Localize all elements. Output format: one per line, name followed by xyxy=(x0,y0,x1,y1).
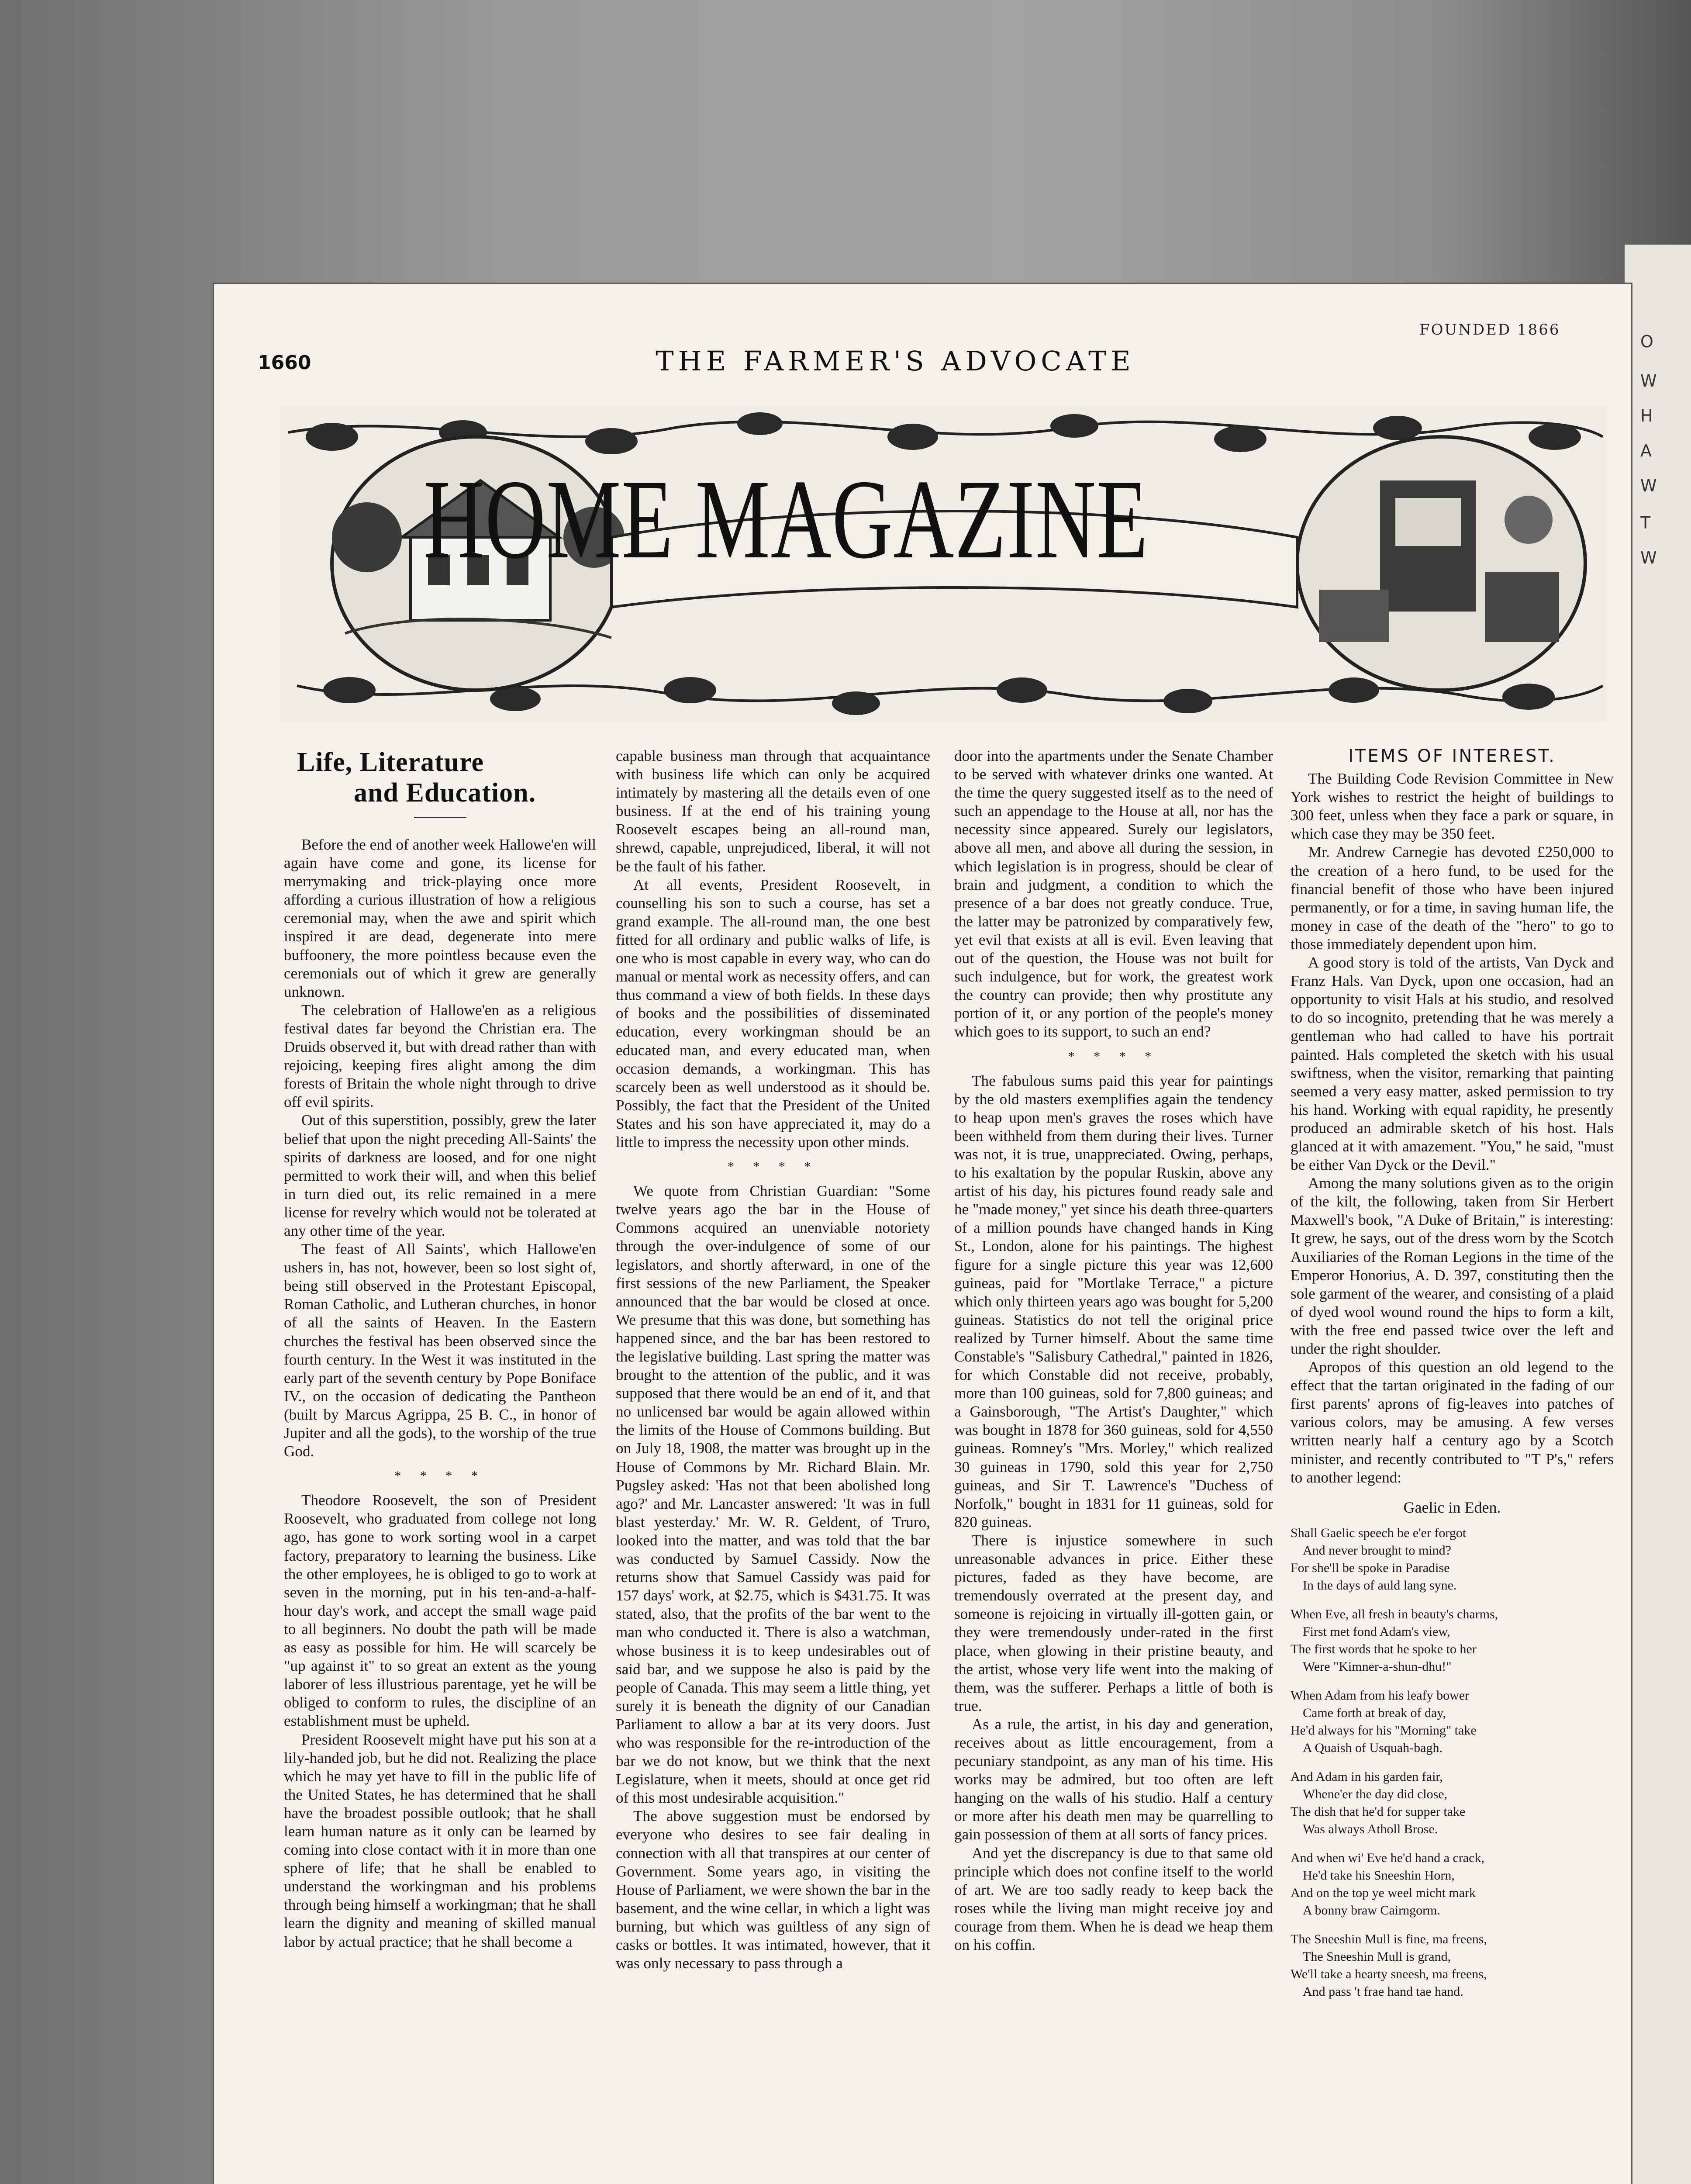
poem-line: When Eve, all fresh in beauty's charms, xyxy=(1291,1607,1498,1621)
column-1 xyxy=(284,747,596,1951)
paragraph: Among the many solutions given as to the origin of the kilt, the following, taken from Sir Herbert Maxwell's book, "A Duke of Britain," is interesting: It grew, he says, out of the dress worn by the Scotch Auxiliaries of the Roman Legions in the time of the Emperor Honorius, A. D. 397, constituting then the sole garment of the wearer, and consisting of a plaid of dyed wool wound round the hips to form a kilt, with the free end passed twice over the left and under the right shoulder. xyxy=(1291,1175,1614,1357)
edge-letter: H xyxy=(1640,406,1653,425)
paragraph: And yet the discrepancy is due to that same old principle which does not confine itself to the world of art. We are too sadly ready to keep back the roses while the living man might receive joy and courage from them. When he is dead we heap them on his coffin. xyxy=(954,1844,1273,1953)
section-divider: * * * * xyxy=(727,1159,819,1174)
paragraph: President Roosevelt might have put his son at a lily-handed job, but he did not. Realizing the place which he may yet have to fill in the public life of the United States, he has determined that he shall have the broadest possible outlook; that he shall learn human nature as it only can be learned by coming into close contact with it in more than one sphere of life; that he shall be enabled to understand the workingman and his problems through being himself a workingman; that he shall learn the dignity and meaning of skilled manual labor by actual practice; that he shall become a xyxy=(284,1731,596,1950)
poem-line: He'd always for his "Morning" take xyxy=(1291,1723,1477,1738)
edge-letter: W xyxy=(1640,548,1657,567)
heading-rule xyxy=(414,817,466,818)
edge-letter: W xyxy=(1640,371,1657,390)
right-vignette-interior xyxy=(1297,437,1585,690)
paragraph: The celebration of Hallowe'en as a religious festival dates far beyond the Christian era. The Druids observed it, but with dread rather than with rejoicing, keeping fires alight among the dim forests of Britain the whole night through to drive off evil spirits. xyxy=(284,1001,596,1111)
paragraph: Mr. Andrew Carnegie has devoted £250,000 to the creation of a hero fund, to be used for the financial benefit of those who have been injured permanently, or for a time, in saving human life, the money in case of the death of the "hero" to go to those immediately dependent upon him. xyxy=(1291,843,1614,953)
paragraph: Theodore Roosevelt, the son of President Roosevelt, who graduated from college not long ago, has gone to work sorting wool in a carpet factory, preparatory to learning the business. Like the other employees, he is obliged to go to work at seven in the morning, put in his ten-and-a-half-hour day's work, and accept the small wage paid to all beginners. No doubt the path will be made as easy as possible for him. He will scarcely be "up against it" to so great an extent as the young laborer of less illustrious parentage, yet he will be obliged to conform to rules, the discipline of an establishment must be upheld. xyxy=(284,1492,596,1730)
paragraph: The feast of All Saints', which Hallowe'en ushers in, has not, however, been so lost sight of, being still observed in the Protestant Episcopal, Roman Catholic, and Lutheran churches, in honor of all the saints of Heaven. In the Eastern churches the festival has been observed since the fourth century. In the West it was instituted in the early part of the seventh century by Pope Boniface IV., on the occasion of dedicating the Pantheon (built by Marcus Agrippa, 25 B. C., in honor of Jupiter and all the gods), to the worship of the true God. xyxy=(284,1241,596,1460)
paragraph: Before the end of another week Hallowe'en will again have come and gone, its license for merrymaking and trick-playing once more affording a curious illustration of how a religious ceremonial may, when the awe and spirit which inspired it are dead, degenerate into mere buffoonery, the more pointless because even the ceremonials out of which it grew are generally unknown. xyxy=(284,836,596,1000)
poem-line: And pass 't frae hand tae hand. xyxy=(1303,1984,1463,1999)
poem-stanza xyxy=(1291,1606,1614,1676)
poem-stanza xyxy=(1291,1931,1614,2001)
paragraph: The Building Code Revision Committee in New York wishes to restrict the height of buildings to 300 feet, unless when they face a park or square, in which case they may be 350 feet. xyxy=(1291,770,1614,843)
paragraph: At all events, President Roosevelt, in counselling his son to such a course, has set a grand example. The all-round man, the one best fitted for all ordinary and public walks of life, is one who is most capable in every way, who can do manual or mental work as necessity offers, and can thus command a view of both fields. In these days of books and the possibilities of disseminated education, every workingman should be an educated man, and every educated man, when occasion demands, a workingman. This has scarcely been as well understood as it should be. Possibly, the fact that the President of the United States and his son have appreciated it, may do a little to impress the necessity upon other minds. xyxy=(616,876,930,1151)
poem-line: Came forth at break of day, xyxy=(1303,1705,1446,1720)
edge-letter: A xyxy=(1640,441,1652,460)
poem-line: First met fond Adam's view, xyxy=(1303,1624,1450,1639)
running-head: THE FARMER'S ADVOCATE xyxy=(656,345,1135,377)
page-number: 1660 xyxy=(258,352,311,374)
paragraph: The above suggestion must be endorsed by everyone who desires to see fair dealing in connection with all that transpires at our center of Government. Some years ago, in visiting the House of Parliament, we were shown the bar in the basement, and the wine cellar, in which a light was burning, but which was guiltless of any sign of casks or bottles. It was intimated, however, that it was only necessary to pass through a xyxy=(616,1807,930,1972)
poem-line: A bonny braw Cairngorm. xyxy=(1303,1903,1440,1918)
poem-stanza xyxy=(1291,1768,1614,1838)
poem-line: We'll take a hearty sneesh, ma freens, xyxy=(1291,1966,1487,1981)
poem-line: The Sneeshin Mull is fine, ma freens, xyxy=(1291,1932,1487,1946)
paragraph: capable business man through that acquaintance with business life which can only be acquired intimately by mastering all the details even of one business. If at the end of his training young Roosevelt escapes being an all-round man, shrewd, capable, unprejudiced, liberal, it will not be the fault of his father. xyxy=(616,747,930,875)
poem-line: And when wi' Eve he'd hand a crack, xyxy=(1291,1850,1484,1865)
column-4 xyxy=(1291,747,1614,2012)
poem-line: And on the top ye weel micht mark xyxy=(1291,1885,1476,1900)
poem-stanza xyxy=(1291,1524,1614,1594)
edge-letter: T xyxy=(1640,513,1651,532)
poem-line: For she'll be spoke in Paradise xyxy=(1291,1560,1450,1575)
poem-line: In the days of auld lang syne. xyxy=(1303,1578,1457,1593)
column-2 xyxy=(616,747,930,1973)
poem-stanza xyxy=(1291,1687,1614,1757)
section-divider: * * * * xyxy=(394,1469,486,1483)
paragraph: There is injustice somewhere in such unreasonable advances in price. Either these pictures, faded as they have become, are tremendously overrated at the present day, and someone is rejoicing in virtually ill-gotten gain, or they were tremendously under-rated in the first place, when glowing in their pristine beauty, and the artist, whose very life went into the making of them, was the sufferer. Perhaps a little of both is true. xyxy=(954,1531,1273,1714)
paragraph: door into the apartments under the Senate Chamber to be served with whatever drinks one wanted. At the time the query suggested itself as to the need of such an appendage to the House at all, nor has the necessity since appeared. Surely our legislators, above all men, and above all during the session, in which legislation is in progress, should be clear of brain and judgment, a condition to which the presence of a bar does not greatly conduce. True, the latter may be patronized by comparatively few, yet evil that exists at all is evil. Even leaving that out of the question, the House was not built for such indulgence, but for work, the greatest work the country can provide; then why prostitute any portion of it, or any portion of the people's money which goes to its support, to such an end? xyxy=(954,747,1273,1040)
poem-line: When Adam from his leafy bower xyxy=(1291,1688,1470,1703)
poem-title: Gaelic in Eden. xyxy=(1403,1498,1501,1516)
paragraph: Out of this superstition, possibly, grew the later belief that upon the night preceding All-Saints' the spirits of darkness are loosed, and for one night permitted to work their will, and when this belief in turn died out, its relic remained in a mere license for revelry which would not be tolerated at any other time of the year. xyxy=(284,1112,596,1239)
paragraph: A good story is told of the artists, Van Dyck and Franz Hals. Van Dyck, upon one occasion, had an opportunity to visit Hals at his studio, and resolved to do so incognito, pretending that he was merely a gentleman who had called to have his portrait painted. Hals completed the sketch with his usual swiftness, when the visitor, remarking that painting seemed a very easy matter, asked permission to try his hand. Working with equal rapidity, he presently produced an admirable sketch of his host. Hals glanced at it with amazement. "You," he said, "must be either Van Dyck or the Devil." xyxy=(1291,954,1614,1174)
founded-label: FOUNDED 1866 xyxy=(1419,321,1560,339)
poem-stanza xyxy=(1291,1849,1614,1919)
poem-line: He'd take his Sneeshin Horn, xyxy=(1303,1868,1455,1883)
poem-line: The Sneeshin Mull is grand, xyxy=(1303,1949,1451,1964)
edge-letter: W xyxy=(1640,476,1657,495)
adjacent-page-edge xyxy=(1625,245,1691,2184)
edge-letter: O xyxy=(1640,332,1653,351)
paragraph: Apropos of this question an old legend to the effect that the tartan originated in the fading of our first parents' aprons of fig-leaves into patches of various colors, may be amusing. A few verses written nearly half a century ago by a Scotch minister, and recently contributed to "T P's," refers to another legend: xyxy=(1291,1358,1614,1486)
poem-line: Shall Gaelic speech be e'er forgot xyxy=(1291,1525,1467,1540)
poem-line: And never brought to mind? xyxy=(1303,1543,1451,1558)
paragraph: The fabulous sums paid this year for paintings by the old masters exemplifies again the tendency to heap upon men's graves the roses which have been withheld from them during their lives. Turner was not, it is true, unappreciated. Owing, perhaps, to his exaltation by the popular Ruskin, above any artist of his day, his pictures found ready sale and he "made money," yet since his death three-quarters of a million pounds have changed hands in King St., London, alone for his paintings. The highest figure for a single picture this year was 12,600 guineas, paid for "Mortlake Terrace," a picture which only thirteen years ago was bought for 5,200 guineas. Statistics do not tell the original price realized by Turner himself. About the same time Constable's "Salisbury Cathedral," painted in 1826, for which Constable did not receive, probably, more than 100 guineas, sold for 7,800 guineas; and a Gainsborough, "The Artist's Daughter," which was bought in 1878 for 360 guineas, sold for 4,550 guineas. Romney's "Mrs. Morley," which realized 30 guineas in 1790, sold this year for 2,750 guineas, and Sir T. Lawrence's "Duchess of Norfolk," bought in 1831 for 11 guineas, sold for 820 guineas. xyxy=(954,1072,1273,1531)
poem-line: And Adam in his garden fair, xyxy=(1291,1769,1443,1784)
items-of-interest-title: ITEMS OF INTEREST. xyxy=(1348,746,1556,766)
poem-line: Whene'er the day did close, xyxy=(1303,1787,1448,1801)
paragraph: We quote from Christian Guardian: "Some twelve years ago the bar in the House of Commons acquired an unenviable notoriety through the over-indulgence of some of our legislators, and shortly afterward, in one of the first sessions of the new Parliament, the Speaker announced that the bar would be closed at once. We presume that this was done, but something has happened since, and the bar has been restored to the legislative building. Last spring the matter was brought to the attention of the public, and it was supposed that there would be an end of it, and that no unlicensed bar would be again allowed within the limits of the House of Commons building. But on July 18, 1908, the matter was brought up in the House of Commons by Mr. Richard Blain. Mr. Pugsley asked: 'Has not that been abolished long ago?' and Mr. Lancaster answered: 'It was in full blast yesterday.' Mr. W. R. Geldent, of Truro, looked into the matter, and was told that the bar was conducted by Samuel Cassidy. Now the returns show that Samuel Cassidy was paid for 157 days' work, at $2.75, which is $431.75. It was stated, also, that the profits of the bar went to the man who conducted it. There is also a watchman, whose business it is to keep undesirables out of said bar, and we suppose he also is paid by the people of Canada. This may seem a little thing, yet surely it is beneath the dignity of our Canadian Parliament to allow a bar at its very doors. Just who was responsible for the re-introduction of the bar we do not know, but we think that the next Legislature, when it meets, should at once get rid of this most undesirable acquisition." xyxy=(616,1182,930,1807)
paragraph: As a rule, the artist, in his day and generation, receives about as little encouragement, from a pecuniary standpoint, as any man of his time. His works may be admired, but too often are left hanging on the walls of his studio. Half a century or more after his death men may be quarrelling to gain possession of them at all sorts of fancy prices. xyxy=(954,1715,1273,1843)
poem-line: Were "Kimner-a-shun-dhu!" xyxy=(1303,1659,1452,1674)
poem-line: The dish that he'd for supper take xyxy=(1291,1804,1466,1819)
poem-line: Was always Atholl Brose. xyxy=(1303,1821,1438,1836)
poem-line: A Quaish of Usquah-bagh. xyxy=(1303,1740,1443,1755)
section-divider: * * * * xyxy=(1068,1049,1160,1064)
poem-line: The first words that he spoke to her xyxy=(1291,1641,1477,1656)
section-heading-line1: Life, Literature xyxy=(297,747,484,777)
column-3 xyxy=(954,747,1273,1954)
section-heading-line2: and Education. xyxy=(354,778,536,808)
masthead-title: HOME MAGAZINE xyxy=(424,456,1149,582)
